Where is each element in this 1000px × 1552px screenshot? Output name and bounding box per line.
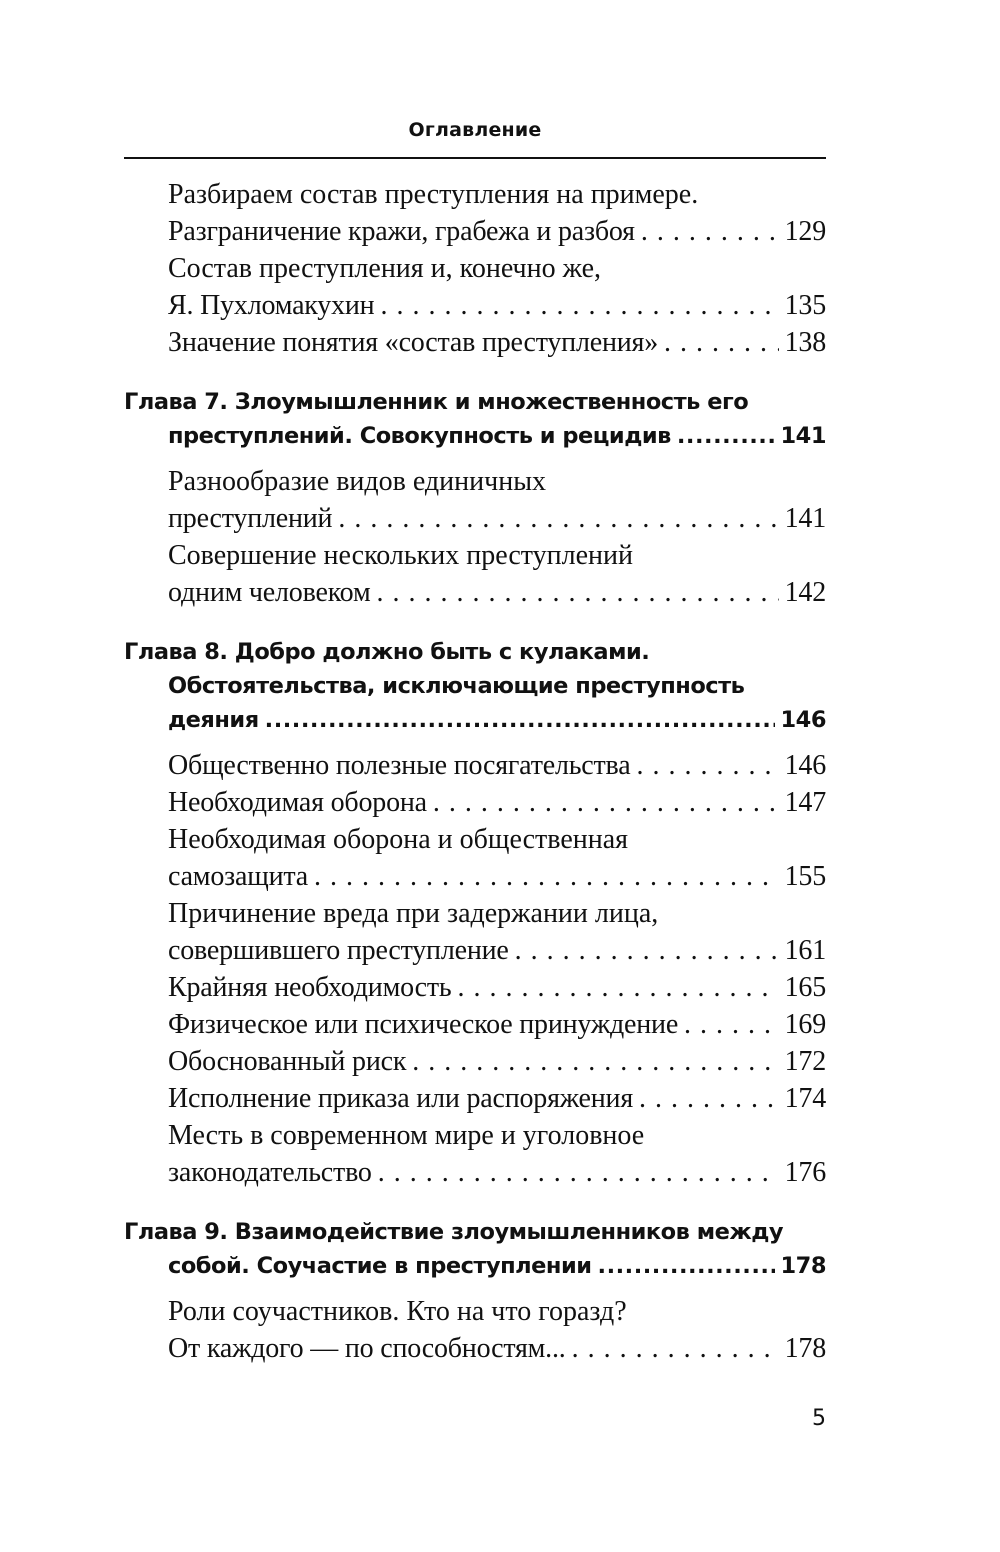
dot-leader [433,784,779,821]
toc-entry-line: Роли соучастников. Кто на что горазд? [168,1296,627,1327]
toc-entry-line: Совершение нескольких преступлений [168,540,633,571]
page-number: 5 [812,1406,826,1431]
toc-entry[interactable] [124,784,826,821]
toc-entry[interactable] [124,537,826,611]
dot-leader [664,324,779,361]
toc-entry-title: Исполнение приказа или распоряжения [168,1083,634,1114]
toc-page-number: 135 [784,290,826,321]
toc-entry[interactable] [124,969,826,1006]
table-of-contents [124,176,826,1367]
toc-page-number: 165 [784,972,826,1003]
toc-entry[interactable] [124,1043,826,1080]
toc-page-number: 174 [784,1083,826,1114]
chapter-title-line: Глава 9. Взаимодействие злоумышленников между [124,1219,784,1245]
toc-entry-line: Необходимая оборона и общественная [168,824,629,855]
dot-leader [677,419,775,453]
toc-entry-line: Месть в современном мире и уголовное [168,1120,645,1151]
toc-entry-title: совершившего преступление [168,935,509,966]
toc-entry[interactable] [124,250,826,324]
toc-page-number: 146 [784,750,826,781]
toc-page-number: 138 [784,327,826,358]
toc-entry-title: Физическое или психическое принуждение [168,1009,679,1040]
toc-page-number: 169 [784,1009,826,1040]
dot-leader [572,1330,779,1367]
dot-leader [457,969,778,1006]
toc-entry[interactable] [124,1006,826,1043]
toc-entry-title: законодательство [168,1157,372,1188]
toc-entry[interactable] [124,821,826,895]
toc-entry-title: Значение понятия «состав преступления» [168,327,658,358]
toc-entry[interactable] [124,324,826,361]
toc-entry-title: От каждого — по способностям... [168,1333,566,1364]
toc-entry-title: самозащита [168,861,308,892]
chapter-page-number: 146 [780,707,826,733]
toc-entry-title: Крайняя необходимость [168,972,452,1003]
dot-leader [636,747,778,784]
dot-leader [265,703,775,737]
toc-page-number: 178 [784,1333,826,1364]
toc-chapter-9[interactable] [124,1215,826,1283]
toc-entry-line: Разбираем состав преступления на примере. [168,179,699,210]
toc-entry-title: Обоснованный риск [168,1046,407,1077]
dot-leader [515,932,779,969]
dot-leader [376,574,778,611]
chapter-title-line: преступлений. Совокупность и рецидив [168,423,671,449]
chapter-title-line: Обстоятельства, исключающие преступность [168,673,745,699]
dot-leader [598,1249,775,1283]
dot-leader [314,858,779,895]
toc-entry-line: Разнообразие видов единичных [168,466,546,497]
toc-entry-title: Общественно полезные посягательства [168,750,631,781]
toc-entry-title: одним человеком [168,577,371,608]
toc-entry[interactable] [124,1080,826,1117]
chapter-title-line: Глава 8. Добро должно быть с кулаками. [124,639,650,665]
toc-entry[interactable] [124,747,826,784]
toc-entry[interactable] [124,463,826,537]
chapter-page-number: 141 [780,423,826,449]
toc-entry[interactable] [124,176,826,250]
toc-page-number: 155 [784,861,826,892]
dot-leader [338,500,778,537]
toc-entry[interactable] [124,895,826,969]
toc-entry-title: Я. Пухломакухин [168,290,375,321]
toc-page-number: 172 [784,1046,826,1077]
toc-chapter-8[interactable] [124,635,826,737]
dot-leader [378,1154,779,1191]
toc-page-number: 176 [784,1157,826,1188]
chapter-title-line: Глава 7. Злоумышленник и множественность его [124,389,749,415]
toc-entry[interactable] [124,1293,826,1367]
toc-entry-title: Необходимая оборона [168,787,427,818]
toc-entry[interactable] [124,1117,826,1191]
chapter-title-line: собой. Соучастие в преступлении [168,1253,592,1279]
toc-page-number: 147 [784,787,826,818]
dot-leader [412,1043,778,1080]
toc-chapter-7[interactable] [124,385,826,453]
toc-entry-line: Состав преступления и, конечно же, [168,253,602,284]
toc-entry-title: Разграничение кражи, грабежа и разбоя [168,216,635,247]
toc-page-number: 142 [784,577,826,608]
page-header-title: Оглавление [408,119,542,141]
chapter-page-number: 178 [780,1253,826,1279]
toc-page-number: 129 [784,216,826,247]
dot-leader [684,1006,779,1043]
chapter-title-line: деяния [168,707,259,733]
toc-entry-line: Причинение вреда при задержании лица, [168,898,659,929]
toc-page-number: 161 [784,935,826,966]
toc-entry-title: преступлений [168,503,333,534]
dot-leader [380,287,778,324]
toc-page-number: 141 [784,503,826,534]
dot-leader [641,213,779,250]
dot-leader [639,1080,779,1117]
header-divider [124,157,826,159]
